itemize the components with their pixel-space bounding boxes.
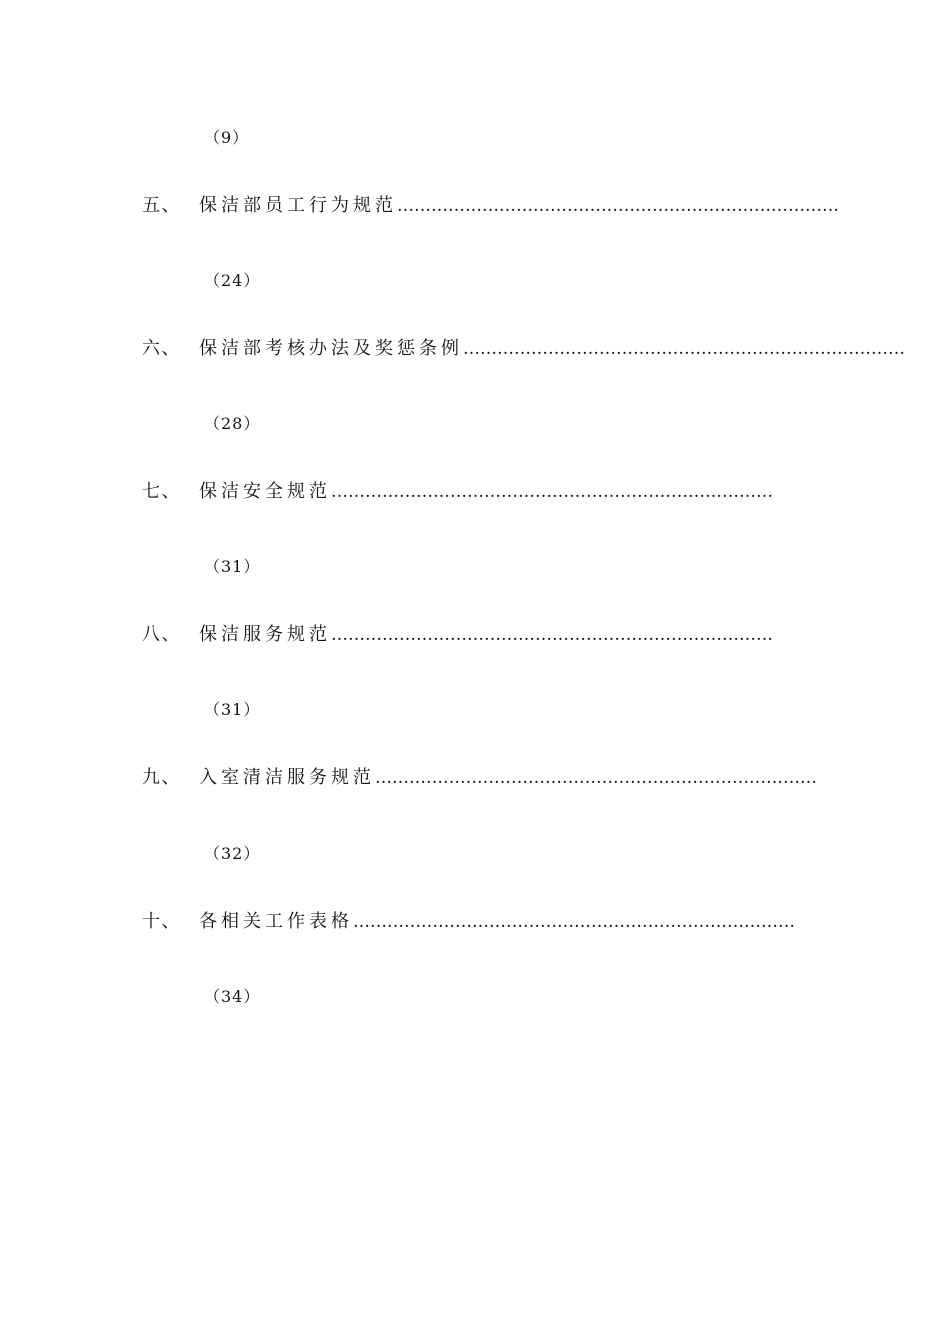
toc-entry-title: 各相关工作表格 bbox=[199, 911, 353, 932]
toc-page-ref: （9） bbox=[204, 128, 250, 147]
toc-dot-leader: …………………………………………………………………… bbox=[397, 196, 839, 216]
toc-entry-number: 八、 bbox=[142, 624, 181, 645]
toc-dot-leader: …………………………………………………………………… bbox=[375, 768, 817, 788]
toc-entry-title: 保洁服务规范 bbox=[199, 624, 331, 645]
toc-page-ref: （28） bbox=[204, 414, 261, 433]
toc-entry bbox=[142, 480, 808, 504]
toc-entry-number: 五、 bbox=[142, 195, 181, 216]
toc-entry-title: 入室清洁服务规范 bbox=[199, 767, 375, 788]
toc-page-ref: （32） bbox=[204, 844, 261, 863]
toc-entry bbox=[142, 194, 839, 218]
toc-entry-title: 保洁安全规范 bbox=[199, 481, 331, 502]
toc-entry-number: 六、 bbox=[142, 338, 181, 359]
toc-page-ref: （31） bbox=[204, 557, 261, 576]
toc-entry bbox=[142, 623, 808, 647]
toc-dot-leader: …………………………………………………………………… bbox=[463, 339, 905, 359]
toc-page-ref: （24） bbox=[204, 271, 261, 290]
toc-page-ref: （31） bbox=[204, 700, 261, 719]
toc-dot-leader: …………………………………………………………………… bbox=[331, 625, 773, 645]
toc-entry bbox=[142, 766, 817, 790]
toc-entry-number: 九、 bbox=[142, 767, 181, 788]
toc-dot-leader: …………………………………………………………………… bbox=[331, 482, 773, 502]
toc-entry bbox=[142, 337, 905, 361]
toc-entry-title: 保洁部员工行为规范 bbox=[199, 195, 397, 216]
toc-entry-number: 十、 bbox=[142, 911, 181, 932]
toc-entry bbox=[142, 910, 808, 934]
toc-dot-leader: …………………………………………………………………… bbox=[353, 912, 795, 932]
toc-page-ref: （34） bbox=[204, 987, 261, 1006]
toc-entry-title: 保洁部考核办法及奖惩条例 bbox=[199, 338, 463, 359]
toc-entry-number: 七、 bbox=[142, 481, 181, 502]
